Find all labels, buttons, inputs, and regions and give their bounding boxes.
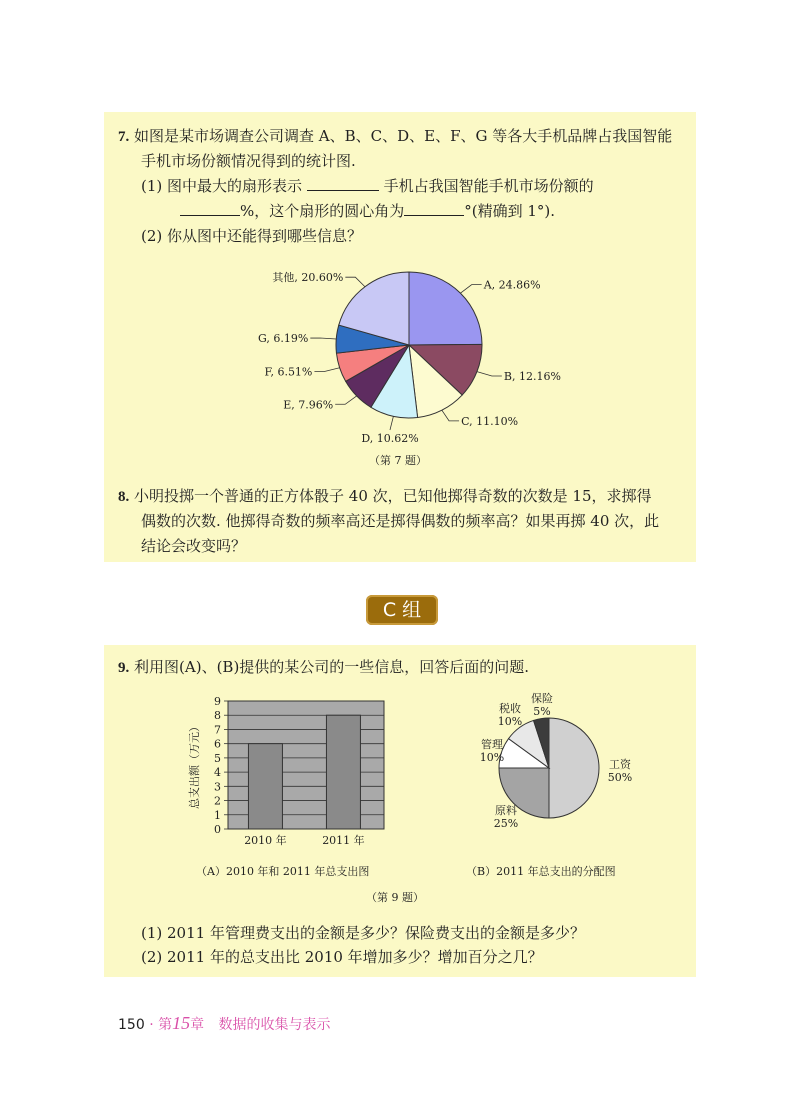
chapter-title: 数据的收集与表示	[218, 1017, 331, 1033]
page-footer	[118, 1013, 331, 1034]
q7-leader-D	[390, 416, 393, 430]
chapter-prefix: 第	[158, 1017, 173, 1033]
q7-blank-percent[interactable]	[180, 201, 240, 216]
q8-line1	[118, 484, 652, 509]
q7-blank-brand[interactable]	[307, 176, 379, 191]
q8-line3: 结论会改变吗？	[141, 537, 247, 555]
q9-pie-label-name: 工资	[609, 758, 631, 771]
q9-slice-0	[549, 718, 599, 818]
q9-pie-label-percent: 10%	[497, 715, 523, 728]
q7-leader-G	[310, 338, 336, 339]
q9-ytick-label: 8	[214, 709, 221, 723]
q9-ylabel: 总支出额（万元）	[188, 721, 201, 809]
q8-line2: 偶数的次数. 他掷得奇数的频率高还是掷得偶数的频率高？如果再掷 40 次，此	[141, 512, 660, 530]
q9-pie-label-percent: 10%	[479, 751, 505, 764]
q9-ytick-label: 9	[214, 695, 221, 708]
q7-slice-A	[409, 272, 482, 345]
q9-pie-label-name: 原料	[495, 804, 517, 817]
q9-text1: 利用图(A)、(B)提供的某公司的一些信息，回答后面的问题.	[134, 658, 530, 676]
q7-leader-F	[314, 368, 339, 372]
q9-pie-label-name: 管理	[481, 738, 503, 751]
q7-part2: (2) 你从图中还能得到哪些信息？	[141, 227, 363, 245]
q7-number: 7.	[118, 129, 130, 145]
q7-pie-chart	[104, 257, 696, 457]
q7-p1-b: 手机占我国智能手机市场份额的	[383, 177, 594, 195]
question-box-7-8	[104, 112, 696, 562]
q9-part1: (1) 2011 年管理费支出的金额是多少？保险费支出的金额是多少？	[141, 924, 585, 942]
q7-leader-B	[477, 372, 502, 376]
q9-ytick-label: 6	[214, 737, 221, 751]
q9-xtick-label: 2010 年	[244, 834, 287, 847]
q8-text1: 小明投掷一个普通的正方体骰子 40 次，已知他掷得奇数的次数是 15，求掷得	[134, 487, 652, 505]
q7-label-B: B, 12.16%	[503, 370, 561, 383]
q9-ytick-label: 5	[214, 751, 221, 765]
q9-bar-0	[248, 744, 282, 829]
page-number: 150	[118, 1017, 145, 1033]
q7-line2: 手机市场份额情况得到的统计图.	[141, 152, 356, 170]
q7-leader-A	[460, 285, 481, 294]
q7-part1-line2	[180, 199, 555, 223]
q7-label-C: C, 11.10%	[461, 414, 519, 428]
footer-separator: ·	[149, 1017, 154, 1033]
q9-bar-1	[326, 715, 360, 829]
q9-caption-a: （A）2010 年和 2011 年总支出图	[196, 865, 370, 878]
q9-number: 9.	[118, 660, 130, 676]
q7-label-D: D, 10.62%	[361, 432, 419, 445]
q9-ytick-label: 7	[214, 723, 221, 737]
q7-label-A: A, 24.86%	[483, 278, 541, 292]
chapter-number: 15	[172, 1013, 191, 1033]
q7-label-G: G, 6.19%	[257, 332, 309, 345]
q7-text1: 如图是某市场调查公司调查 A、B、C、D、E、F、G 等各大手机品牌占我国智能	[134, 127, 673, 145]
q7-p1-a: (1) 图中最大的扇形表示	[141, 177, 303, 195]
q7-leader-C	[442, 410, 459, 421]
q7-label-F: F, 6.51%	[264, 365, 313, 379]
q9-pie-label-name: 税收	[499, 702, 521, 715]
q8-number: 8.	[118, 489, 130, 505]
q7-p1-d: °(精确到 1°).	[464, 202, 556, 220]
q9-caption-b: （B）2011 年总支出的分配图	[466, 865, 616, 878]
q7-caption: （第 7 题）	[369, 454, 427, 467]
q9-bar-chart	[184, 693, 424, 863]
section-badge-c: C 组	[366, 595, 438, 625]
q9-pie-label-percent: 50%	[607, 771, 633, 784]
q9-ytick-label: 1	[214, 808, 221, 822]
q9-line1	[118, 655, 529, 680]
q9-ytick-label: 2	[214, 794, 221, 808]
q9-pie-label-percent: 5%	[533, 705, 551, 718]
q9-xtick-label: 2011 年	[322, 834, 365, 847]
q9-pie-label-percent: 25%	[493, 817, 519, 830]
chapter-suffix: 章	[190, 1017, 205, 1033]
q9-ytick-label: 4	[214, 766, 221, 780]
q9-pie-chart	[434, 690, 654, 850]
q7-p1-c: %，这个扇形的圆心角为	[240, 202, 405, 220]
q7-leader-E	[335, 396, 356, 404]
q7-label-其他: 其他, 20.60%	[272, 271, 344, 285]
q7-line1	[118, 124, 672, 149]
q7-leader-其他	[345, 277, 365, 287]
q9-ytick-label: 3	[214, 780, 221, 794]
question-box-9	[104, 645, 696, 977]
q9-caption: （第 9 题）	[366, 891, 424, 904]
q7-part1-line1	[141, 174, 594, 198]
q9-ytick-label: 0	[214, 823, 221, 836]
q7-blank-angle[interactable]	[404, 201, 464, 216]
q9-part2: (2) 2011 年的总支出比 2010 年增加多少？增加百分之几？	[141, 948, 543, 966]
q9-pie-label-name: 保险	[531, 692, 553, 705]
q7-label-E: E, 7.96%	[283, 398, 334, 412]
